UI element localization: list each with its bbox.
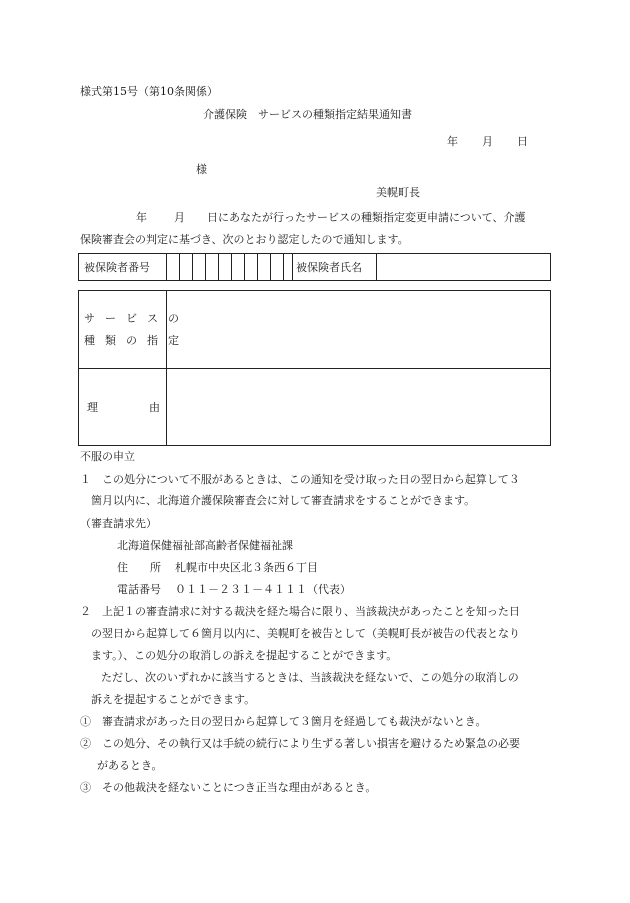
appeal-sub1: ① 審査請求があった日の翌日から起算して３箇月を経過しても裁決がないとき。 <box>80 715 487 728</box>
insured-name-label: 被保険者氏名 <box>296 261 362 274</box>
insured-number-cells[interactable] <box>166 254 283 280</box>
service-label-line2: 種類の指定 <box>84 334 189 347</box>
appeal-destination-heading: （審査請求先） <box>80 517 157 530</box>
date-day: 日 <box>517 135 528 148</box>
reason-cell[interactable] <box>167 369 550 445</box>
appeal-heading: 不服の申立 <box>80 450 135 463</box>
insured-id-table <box>78 253 551 281</box>
appeal-sub3: ③ その他裁決を経ないことにつき正当な理由があるとき。 <box>80 781 377 794</box>
intro-line1: 日にあなたが行ったサービスの種類指定変更申請について、介護 <box>207 211 526 224</box>
appeal-item2-line3: ます。）、この処分の取消しの訴えを提起することができます。 <box>91 649 398 662</box>
appeal-tel: ０１１－２３１－４１１１（代表） <box>175 583 351 596</box>
appeal-item2-line2: の翌日から起算して６箇月以内に、美幌町を被告として（美幌町長が被告の代表となり <box>91 627 520 640</box>
reason-label-char1: 理 <box>87 401 98 414</box>
intro-year: 年 <box>136 211 147 224</box>
appeal-item2-line1: ２ 上記１の審査請求に対する裁決を経た場合に限り、当該裁決があったことを知った日 <box>80 605 520 618</box>
appeal-address-label: 住 所 <box>117 561 161 574</box>
appeal-sub2-line2: があるとき。 <box>97 759 163 772</box>
date-year: 年 <box>447 135 458 148</box>
service-label-line1: サービスの <box>84 312 189 325</box>
appeal-item2-line4: ただし、次のいずれかに該当するときは、当該裁決を経ないで、この処分の取消しの <box>101 671 519 684</box>
addressee-suffix: 様 <box>196 163 207 176</box>
document-title: 介護保険 サービスの種類指定結果通知書 <box>203 108 412 121</box>
appeal-destination-org: 北海道保健福祉部高齢者保健福祉課 <box>117 539 293 552</box>
issuer: 美幌町長 <box>376 186 420 199</box>
determination-table <box>78 290 551 446</box>
appeal-sub2-line1: ② この処分、その執行又は手続の続行により生ずる著しい損害を避けるため緊急の必要 <box>80 737 520 750</box>
insured-name-cell[interactable] <box>377 254 550 280</box>
appeal-item1-line2: 箇月以内に、北海道介護保険審査会に対して審査請求をすることができます。 <box>91 494 476 507</box>
appeal-item1-line1: １ この処分について不服があるときは、この通知を受け取った日の翌日から起算して３ <box>80 473 520 486</box>
appeal-item2-line5: 訴えを提起することができます。 <box>91 693 256 706</box>
insured-number-label: 被保険者番号 <box>84 261 150 274</box>
form-number: 様式第15号（第10条関係） <box>80 85 218 98</box>
appeal-address: 札幌市中央区北３条西６丁目 <box>175 561 318 574</box>
appeal-tel-label: 電話番号 <box>117 583 161 596</box>
intro-month: 月 <box>174 211 185 224</box>
service-type-cell[interactable] <box>167 291 550 368</box>
intro-line2: 保険審査会の判定に基づき、次のとおり認定したので通知します。 <box>80 233 409 246</box>
date-month: 月 <box>482 135 493 148</box>
reason-label-char2: 由 <box>149 401 160 414</box>
